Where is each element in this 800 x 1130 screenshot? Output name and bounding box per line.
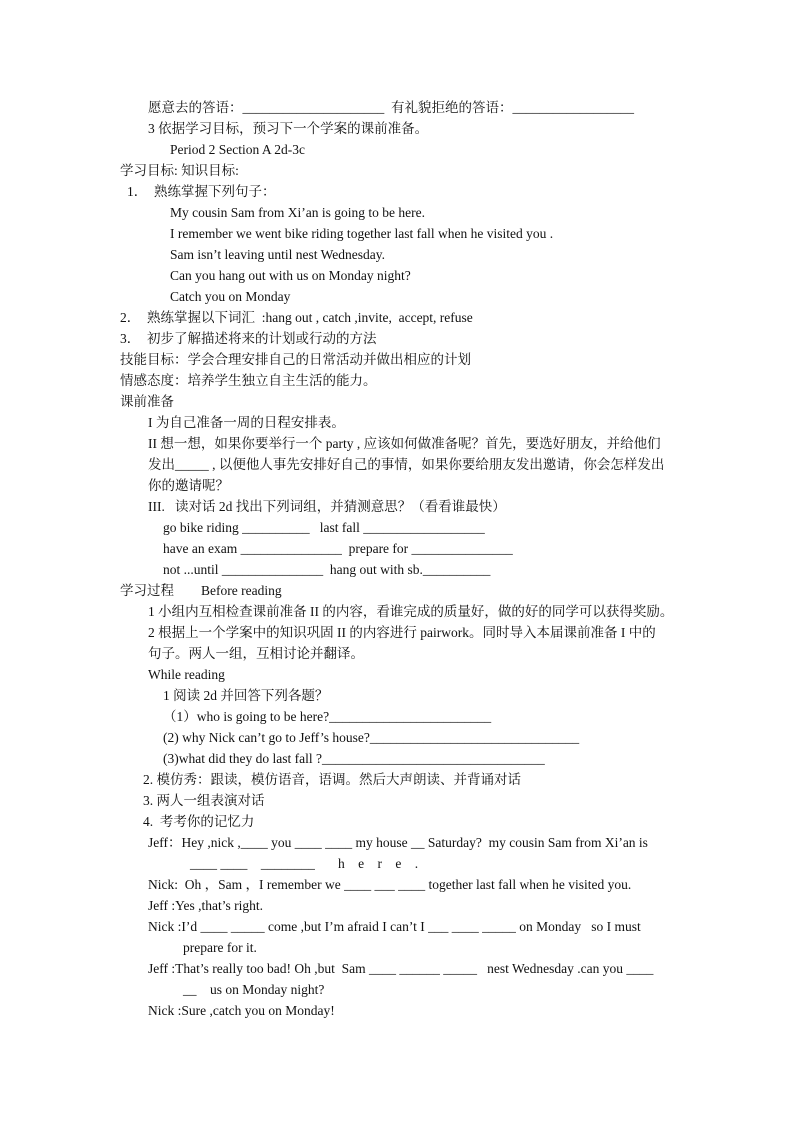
- text-line: II 想一想，如果你要举行一个 party , 应该如何做准备呢？首先，要选好朋友，并给他们: [148, 436, 661, 451]
- text-line: 2． 熟练掌握以下词汇 :hang out , catch ,invite, accept, refuse: [120, 310, 473, 325]
- text-line: I 为自己准备一周的日程安排表。: [148, 415, 345, 430]
- question-line: (3)what did they do last fall ?_________________________________: [163, 751, 545, 766]
- text-line: 3. 两人一组表演对话: [143, 793, 265, 808]
- sentence-line: My cousin Sam from Xi’an is going to be here.: [170, 205, 425, 220]
- dialogue-line: Nick :Sure ,catch you on Monday!: [148, 1003, 335, 1018]
- text-line: 3． 初步了解描述将来的计划或行动的方法: [120, 331, 377, 346]
- text-line: 句子。两人一组，互相讨论并翻译。: [148, 646, 364, 661]
- text-line: 2. 模仿秀：跟读，模仿语音，语调。然后大声朗读、并背诵对话: [143, 772, 521, 787]
- section-heading: 课前准备: [120, 394, 174, 409]
- section-heading: 学习过程 Before reading: [120, 583, 282, 598]
- sentence-line: Can you hang out with us on Monday night?: [170, 268, 411, 283]
- sentence-line: I remember we went bike riding together last fall when he visited you .: [170, 226, 554, 241]
- text-line: 你的邀请呢？: [148, 478, 229, 493]
- text-line: While reading: [148, 667, 225, 682]
- dialogue-line: Jeff :Yes ,that’s right.: [148, 898, 264, 913]
- text-line: 1 小组内互相检查课前准备 II 的内容，看谁完成的质量好，做的好的同学可以获得奖励。: [148, 604, 674, 619]
- phrase-line: have an exam _______________ prepare for _______________: [163, 541, 513, 556]
- question-line: (2) why Nick can’t go to Jeff’s house?_______________________________: [163, 730, 580, 745]
- text-line: 3 依据学习目标，预习下一个学案的课前准备。: [148, 121, 429, 136]
- text-line: 1． 熟练掌握下列句子：: [127, 184, 276, 199]
- text-line: 发出_____ , 以便他人事先安排好自己的事情，如果你要给朋友发出邀请，你会怎样发出: [148, 457, 665, 472]
- text-line: 情感态度：培养学生独立自主生活的能力。: [120, 373, 377, 388]
- dialogue-line: h e r e .: [338, 856, 424, 871]
- text-line: III. 读对话 2d 找出下列词组，并猜测意思？（看看谁最快）: [148, 499, 506, 514]
- dialogue-line: Nick: Oh ，Sam ，I remember we ____ ___ ____ together last fall when he visited you.: [148, 877, 632, 892]
- dialogue-line: prepare for it.: [183, 940, 257, 955]
- text-line: 4. 考考你的记忆力: [143, 814, 255, 829]
- text-line: 愿意去的答语：_____________________ 有礼貌拒绝的答语：__________________: [148, 100, 634, 115]
- sentence-line: Sam isn’t leaving until nest Wednesday.: [170, 247, 386, 262]
- dialogue-line: Jeff :That’s really too bad! Oh ,but Sam ____ ______ _____ nest Wednesday .can you ____: [148, 961, 654, 976]
- phrase-line: not ...until _______________ hang out with sb.__________: [163, 562, 491, 577]
- sentence-line: Catch you on Monday: [170, 289, 291, 304]
- text-line: 技能目标：学会合理安排自己的日常活动并做出相应的计划: [120, 352, 471, 367]
- section-heading: 学习目标: 知识目标:: [120, 163, 239, 178]
- phrase-line: go bike riding __________ last fall __________________: [163, 520, 485, 535]
- dialogue-line: Jeff：Hey ,nick ,____ you ____ ____ my house __ Saturday? my cousin Sam from Xi’an is: [148, 835, 648, 850]
- dialogue-line: Nick :I’d ____ _____ come ,but I’m afraid I can’t I ___ ____ _____ on Monday so I must: [148, 919, 641, 934]
- dialogue-line: ____ ____ ________: [190, 856, 315, 871]
- text-line: 2 根据上一个学案中的知识巩固 II 的内容进行 pairwork。同时导入本届课前准备 I 中的: [148, 625, 656, 640]
- text-line: Period 2 Section A 2d-3c: [170, 142, 305, 157]
- text-line: 1 阅读 2d 并回答下列各题？: [163, 688, 329, 703]
- question-line: （1）who is going to be here?________________________: [163, 709, 492, 724]
- dialogue-line: __ us on Monday night?: [183, 982, 325, 997]
